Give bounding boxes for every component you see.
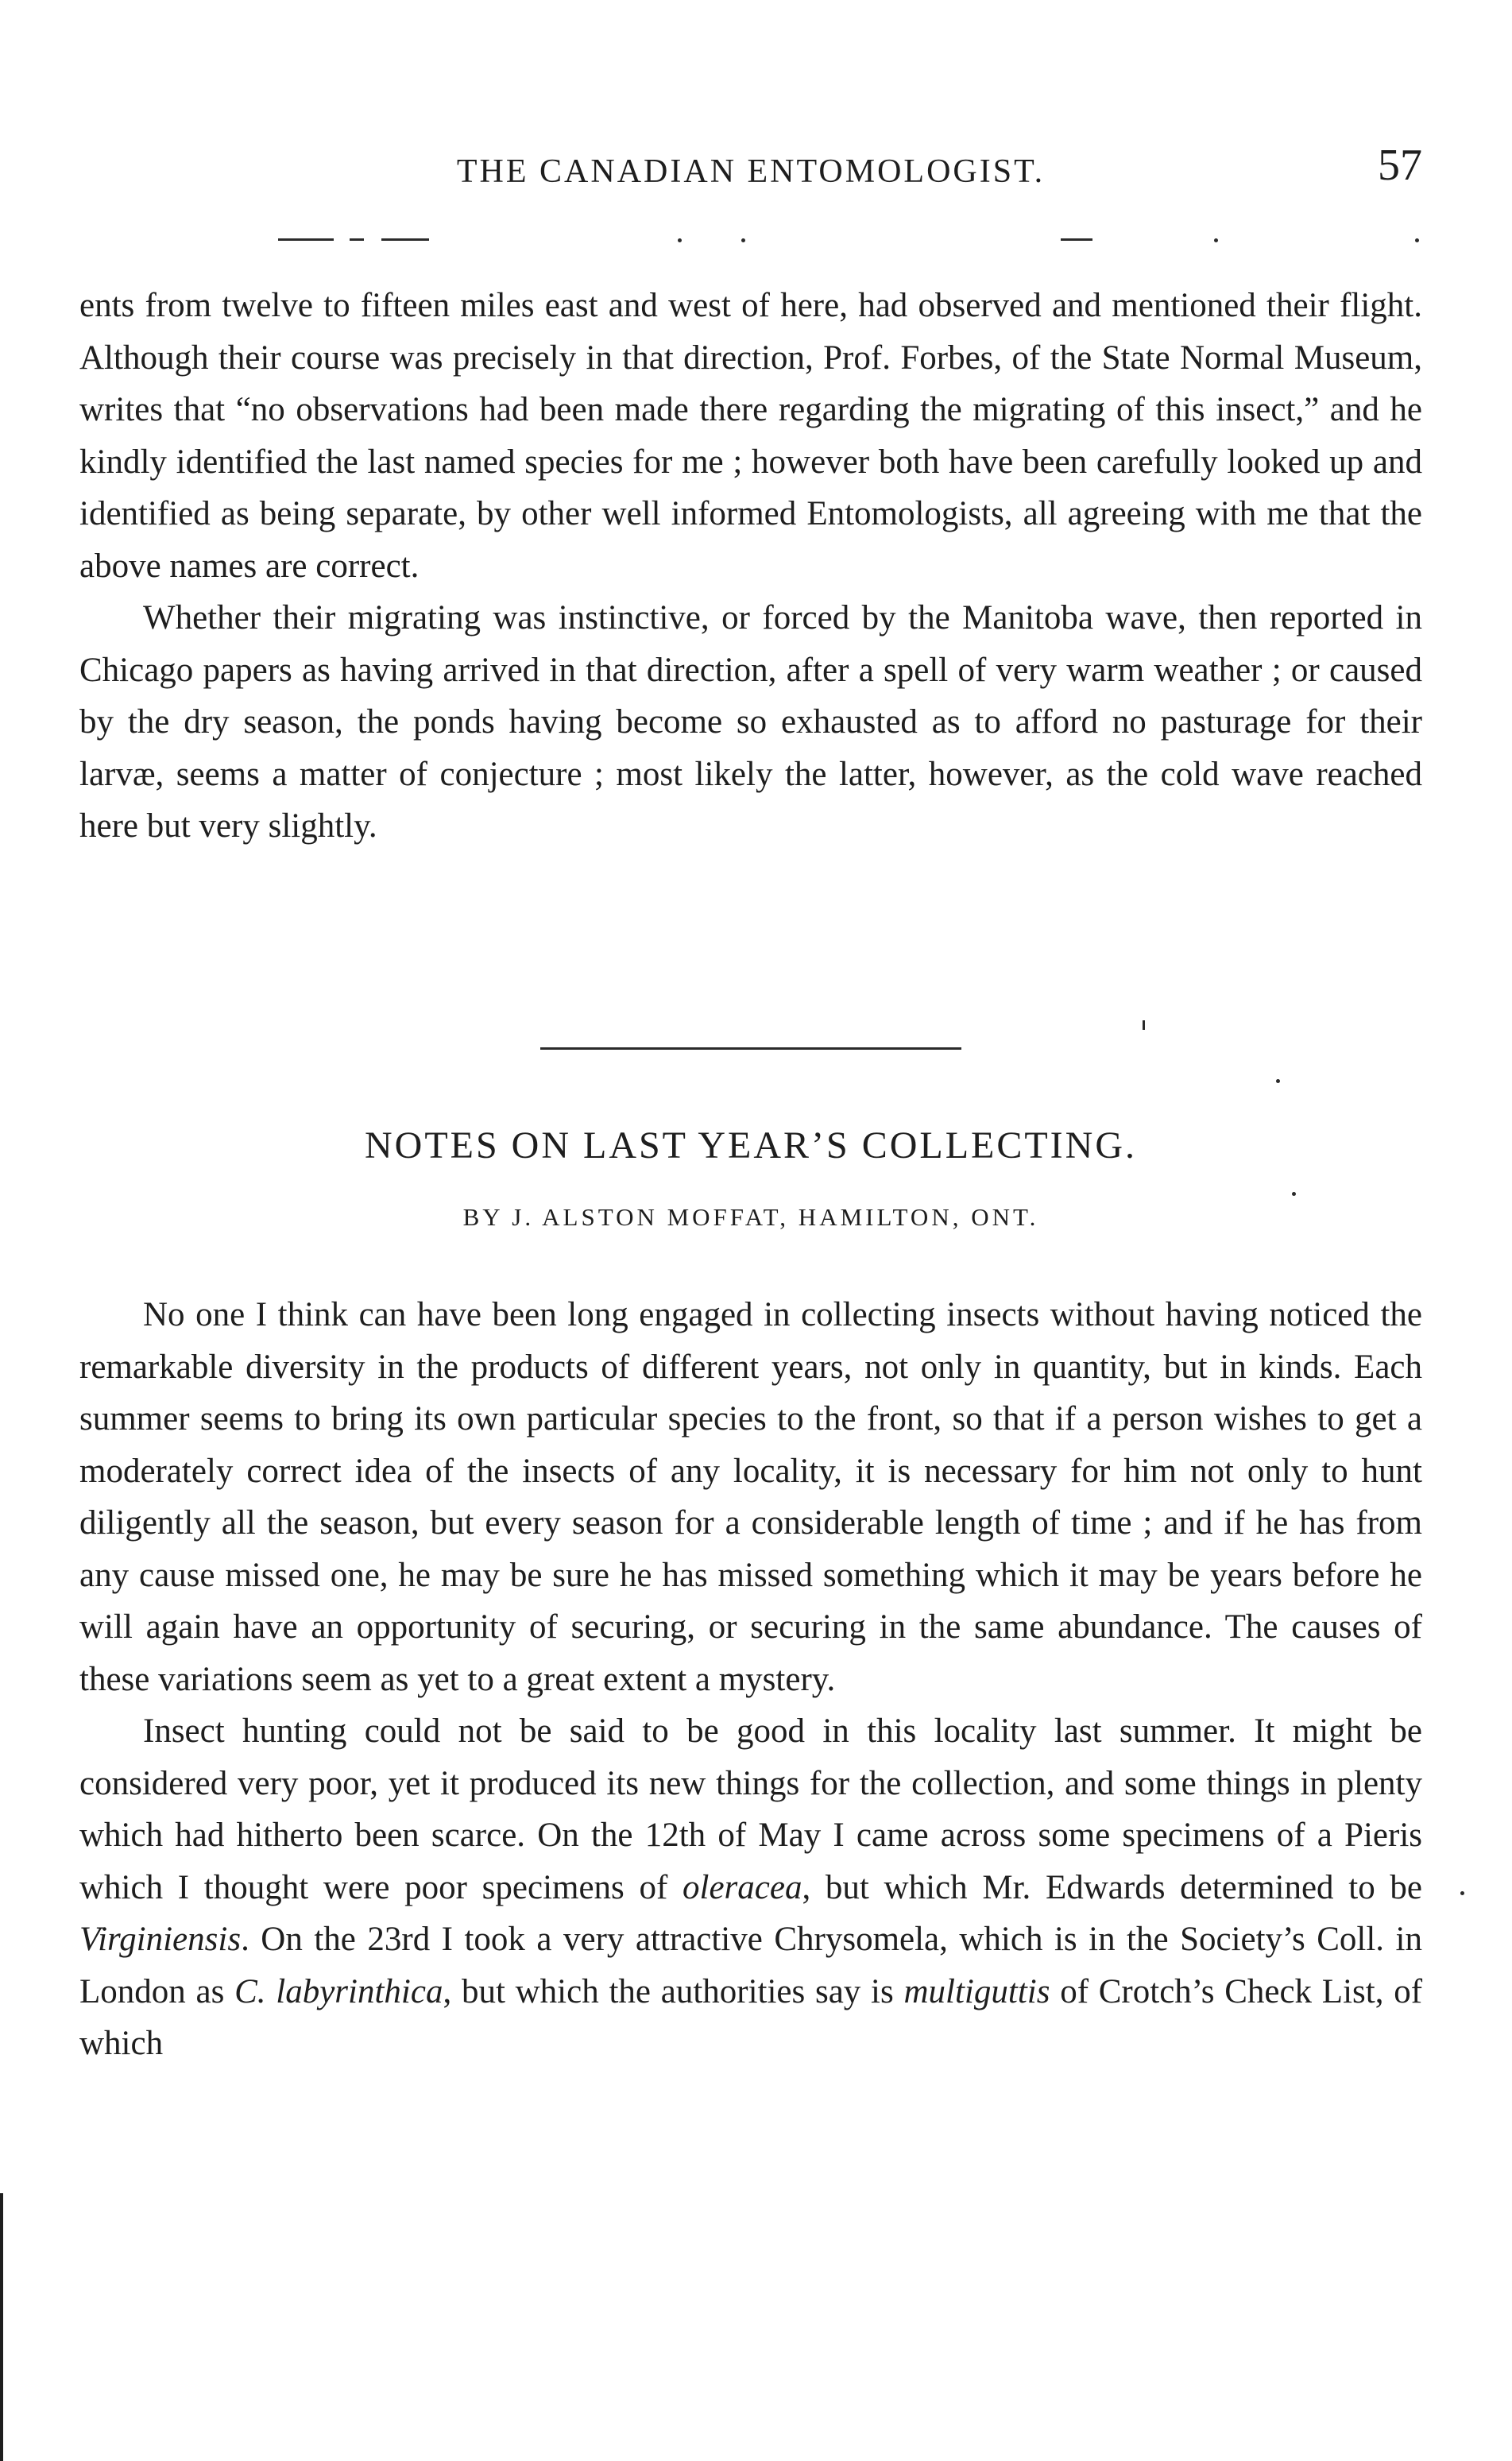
head-rule-segment [350, 238, 364, 241]
head-rule-segment [381, 238, 429, 241]
speck [1214, 238, 1218, 242]
speck [1460, 1891, 1464, 1895]
italic-species-name: oleracea [683, 1868, 802, 1906]
head-rule-segment [278, 238, 334, 241]
intro-paragraph-2: Whether their migrating was instinctive, or forced by the Manitoba wave, then reported in Chicago papers as having arrived in that direction, after a spell of very warm weather ; or caused by the dry season, the ponds having become so exhausted as to afford no pasturage for their larvæ, seems a matter of conjecture ; most likely the latter, however, as the cold wave reached here but very slightly. [79, 599, 1422, 845]
article-paragraph-1: No one I think can have been long engaged in collecting insects without having noticed the remarkable diversity in the products of different years, not only in quantity, but in kinds. Each summer seems to bring its own particular species to the front, so that if a person wishes to get a moderately correct idea of the insects of any locality, it is necessary for him not only to hunt diligently all the season, but every season for a considerable length of time ; and if he has from any cause missed one, he may be sure he has missed something which it may be years before he will again have an opportunity of securing, or securing in the same abundance. The causes of these variations seem as yet to a great extent a mystery. [79, 1296, 1422, 1698]
page-number: 57 [1378, 141, 1422, 190]
text-run: Insect hunting could not be said to be good in this locality last summer. It might be considered very poor, yet it produced its new things for the collection, and some things in plenty which had hitherto been scarce. On the 12th of May I came across some specimens of a Pieris which I thought were poor specimens of [79, 1712, 1422, 1906]
running-title: THE CANADIAN ENTOMOLOGIST. [456, 153, 1046, 190]
text-run: of Crotch’s Check List, of which [79, 1972, 1423, 2062]
text-run: , but which the authorities say is [443, 1972, 904, 2010]
text-run: , but which Mr. Edwards determined to be [802, 1868, 1422, 1906]
intro-paragraph-1: ents from twelve to fifteen miles east and west of here, had observed and mentioned their flight. Although their course was precisely in that direction, Prof. Forbes, of the State Normal Museum, writes that “no observations had been made there regarding the migrating of this insect,” and he kindly identified the last named species for me ; however both have been carefully looked up and identified as being separate, by other well informed Entomologists, all agreeing with me that the above names are correct. [79, 287, 1422, 585]
intro-text [79, 280, 1422, 853]
italic-species-name: multiguttis [903, 1972, 1050, 2010]
speck [1292, 1192, 1296, 1196]
italic-species-name: C. labyrinthica [234, 1972, 443, 2010]
speck [741, 238, 745, 242]
speck [678, 238, 682, 242]
speck [1143, 1020, 1145, 1030]
article-paragraph-2 [79, 1705, 1422, 2070]
italic-species-name: Virginiensis [79, 1921, 242, 1958]
text-run: . On the 23rd I took a very attractive Chrysomela, which is in the Society’s Coll. in London as [79, 1921, 1422, 2010]
section-divider [540, 1047, 961, 1050]
running-head [79, 141, 1422, 197]
article-text [79, 1289, 1422, 2070]
head-rule-segment [1061, 238, 1092, 241]
article-title: NOTES ON LAST YEAR’S COLLECTING. [365, 1124, 1137, 1167]
speck [1276, 1079, 1280, 1083]
article-byline: BY J. ALSTON MOFFAT, HAMILTON, ONT. [462, 1203, 1039, 1231]
speck [1415, 238, 1419, 242]
scan-edge-line [0, 2193, 3, 2461]
